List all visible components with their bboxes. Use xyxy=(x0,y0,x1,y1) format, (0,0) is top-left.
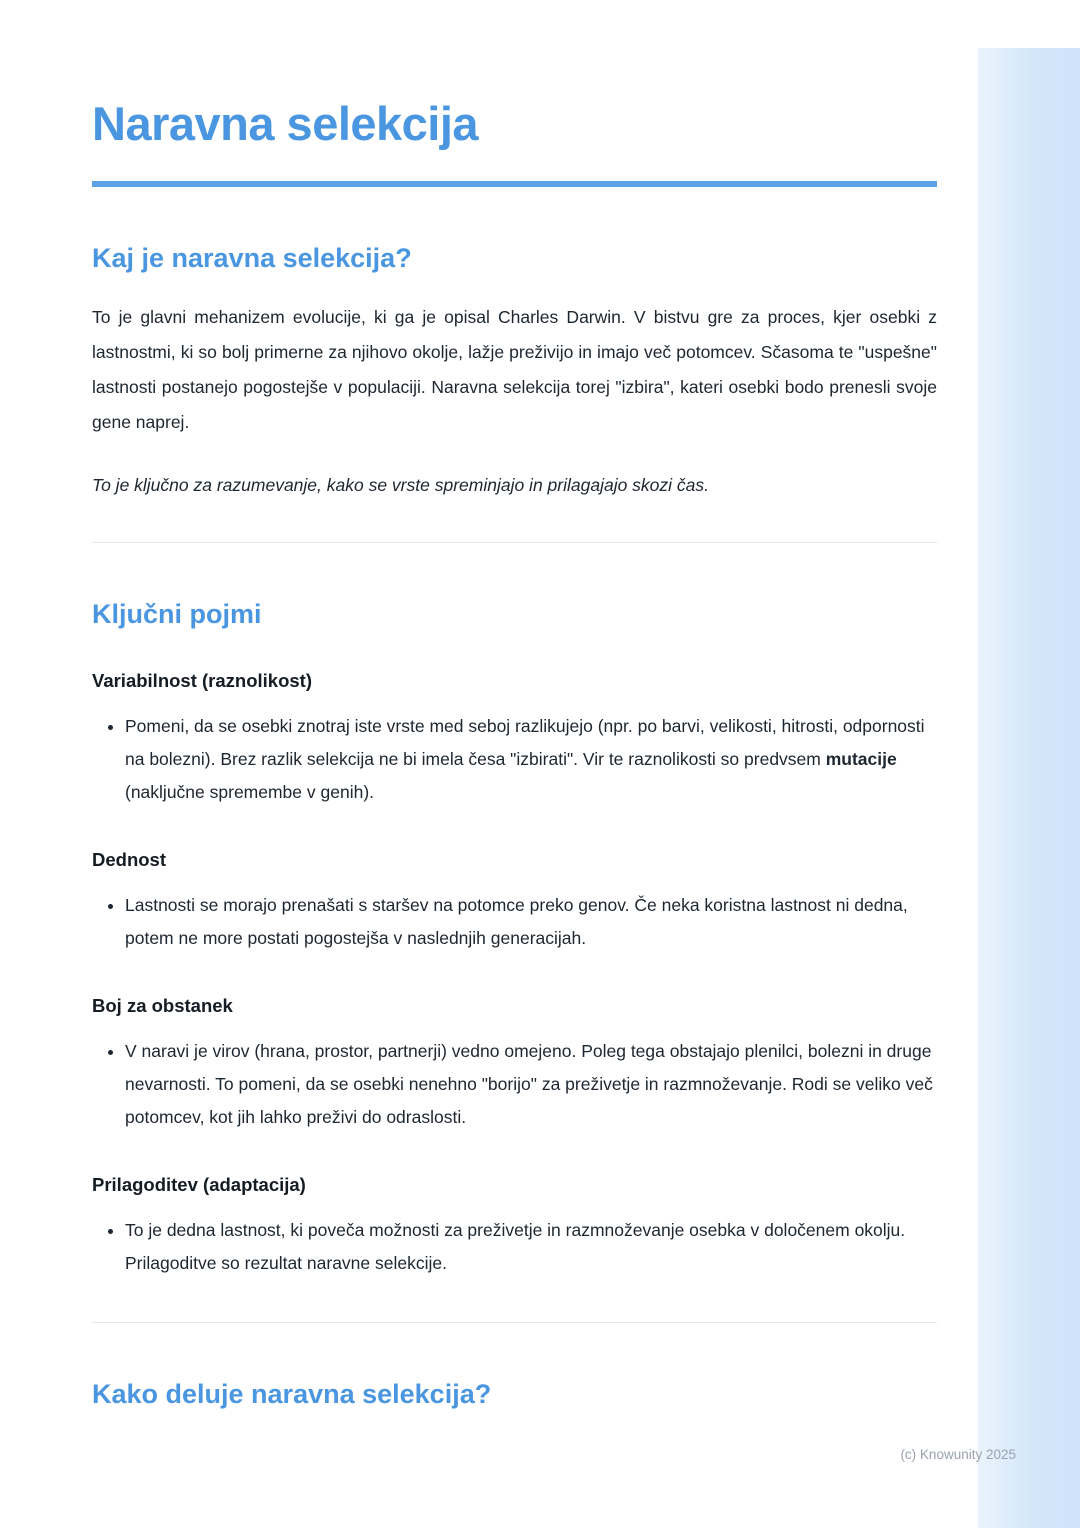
list-item: • Lastnosti se morajo prenašati s staršev na potomce preko genov. Če neka koristna lastnost ni dedna, potem ne more postati pogostejša v naslednjih generacijah. xyxy=(125,889,937,955)
title-underline-rule xyxy=(92,181,937,187)
section-heading-how-it-works: Kako deluje naravna selekcija? xyxy=(92,1379,492,1409)
section-heading-what-is: Kaj je naravna selekcija? xyxy=(92,243,412,273)
document-page xyxy=(92,0,937,1410)
page-title: Naravna selekcija xyxy=(92,97,479,150)
term-text-bold-part: mutacije xyxy=(825,749,897,769)
section-heading-key-terms: Ključni pojmi xyxy=(92,599,262,629)
term-heading-variability: Variabilnost (raznolikost) xyxy=(92,670,312,691)
term-list-heredity xyxy=(92,889,937,955)
term-list-adaptation xyxy=(92,1214,937,1280)
section-divider xyxy=(92,1322,937,1323)
term-list-variability xyxy=(92,710,937,809)
section-divider xyxy=(92,542,937,543)
footer-copyright: (c) Knowunity 2025 xyxy=(900,1447,1016,1462)
term-heading-heredity: Dednost xyxy=(92,849,166,870)
intro-note-italic: To je ključno za razumevanje, kako se vrste spreminjajo in prilagajajo skozi čas. xyxy=(92,475,710,495)
term-list-struggle xyxy=(92,1035,937,1134)
list-item: • V naravi je virov (hrana, prostor, partnerji) vedno omejeno. Poleg tega obstajajo plenilci, bolezni in druge nevarnosti. To pomeni, da se osebki nenehno "borijo" za preživetje in razmnoževanje. Rodi se veliko več potomcev, kot jih lahko preživi do odraslosti. xyxy=(125,1035,937,1134)
term-heading-struggle: Boj za obstanek xyxy=(92,995,233,1016)
list-item: • To je dedna lastnost, ki poveča možnosti za preživetje in razmnoževanje osebka v določenem okolju. Prilagoditve so rezultat naravne selekcije. xyxy=(125,1214,937,1280)
intro-paragraph: To je glavni mehanizem evolucije, ki ga je opisal Charles Darwin. V bistvu gre za proces, kjer osebki z lastnostmi, ki so bolj primerne za njihovo okolje, lažje preživijo in imajo več potomcev. Sčasoma te "uspešne" lastnosti postanejo pogostejše v populaciji. Naravna selekcija torej "izbira", kateri osebki bodo prenesli svoje gene naprej. xyxy=(92,307,937,432)
term-text-part: (naključne spremembe v genih). xyxy=(125,782,375,802)
list-item xyxy=(125,710,937,809)
decorative-side-strip xyxy=(978,48,1080,1528)
term-text-part: Pomeni, da se osebki znotraj iste vrste med seboj razlikujejo (npr. po barvi, velikosti, hitrosti, odpornosti na bolezni). Brez razlik selekcija ne bi imela česa "izbirati". Vir te raznolikosti so predvsem xyxy=(125,716,925,769)
term-heading-adaptation: Prilagoditev (adaptacija) xyxy=(92,1174,306,1195)
